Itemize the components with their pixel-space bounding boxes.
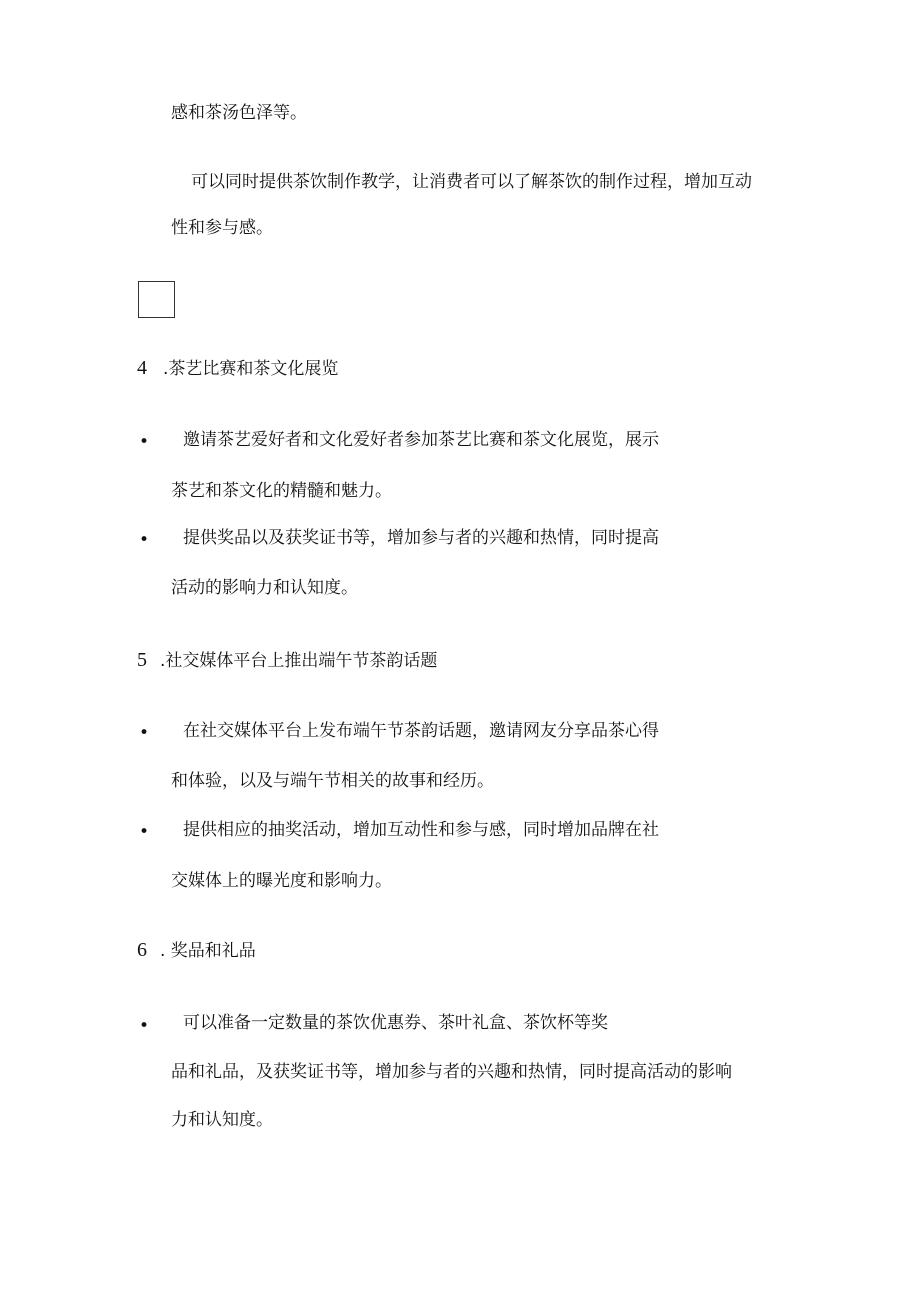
bullet-text: 力和认知度。 [171, 1110, 273, 1130]
bullet-text: 提供相应的抽奖活动，增加互动性和参与感，同时增加品牌在社 [183, 820, 659, 840]
section-number: 5 [137, 649, 147, 671]
paragraph-line: 可以同时提供茶饮制作教学，让消费者可以了解茶饮的制作过程，增加互动 [191, 172, 752, 192]
bullet-marker: • [139, 822, 150, 842]
section-title: .茶艺比赛和茶文化展览 [163, 359, 339, 379]
bullet-text: 活动的影响力和认知度。 [171, 578, 358, 598]
bullet-text: 可以准备一定数量的茶饮优惠券、茶叶礼盒、茶饮杯等奖 [183, 1013, 608, 1033]
bullet-text: 提供奖品以及获奖证书等，增加参与者的兴趣和热情，同时提高 [183, 528, 659, 548]
bullet-marker: • [139, 432, 150, 452]
section-number: 6 [137, 939, 147, 961]
paragraph-line: 感和茶汤色泽等。 [171, 103, 307, 123]
bullet-marker: • [139, 723, 150, 743]
section-title: . 奖品和礼品 [160, 941, 256, 961]
bullet-text: 品和礼品，及获奖证书等，增加参与者的兴趣和热情，同时提高活动的影响 [171, 1062, 732, 1082]
empty-box [138, 281, 175, 318]
paragraph-line: 性和参与感。 [171, 218, 273, 238]
bullet-text: 交媒体上的曝光度和影响力。 [171, 871, 392, 891]
bullet-marker: • [139, 530, 150, 550]
bullet-text: 和体验，以及与端午节相关的故事和经历。 [171, 771, 494, 791]
bullet-text: 邀请茶艺爱好者和文化爱好者参加茶艺比赛和茶文化展览，展示 [183, 430, 659, 450]
section-number: 4 [137, 357, 147, 379]
bullet-text: 在社交媒体平台上发布端午节茶韵话题，邀请网友分享品茶心得 [183, 721, 659, 741]
section-title: .社交媒体平台上推出端午节茶韵话题 [160, 651, 438, 671]
bullet-marker: • [139, 1016, 150, 1036]
bullet-text: 茶艺和茶文化的精髓和魅力。 [171, 481, 392, 501]
